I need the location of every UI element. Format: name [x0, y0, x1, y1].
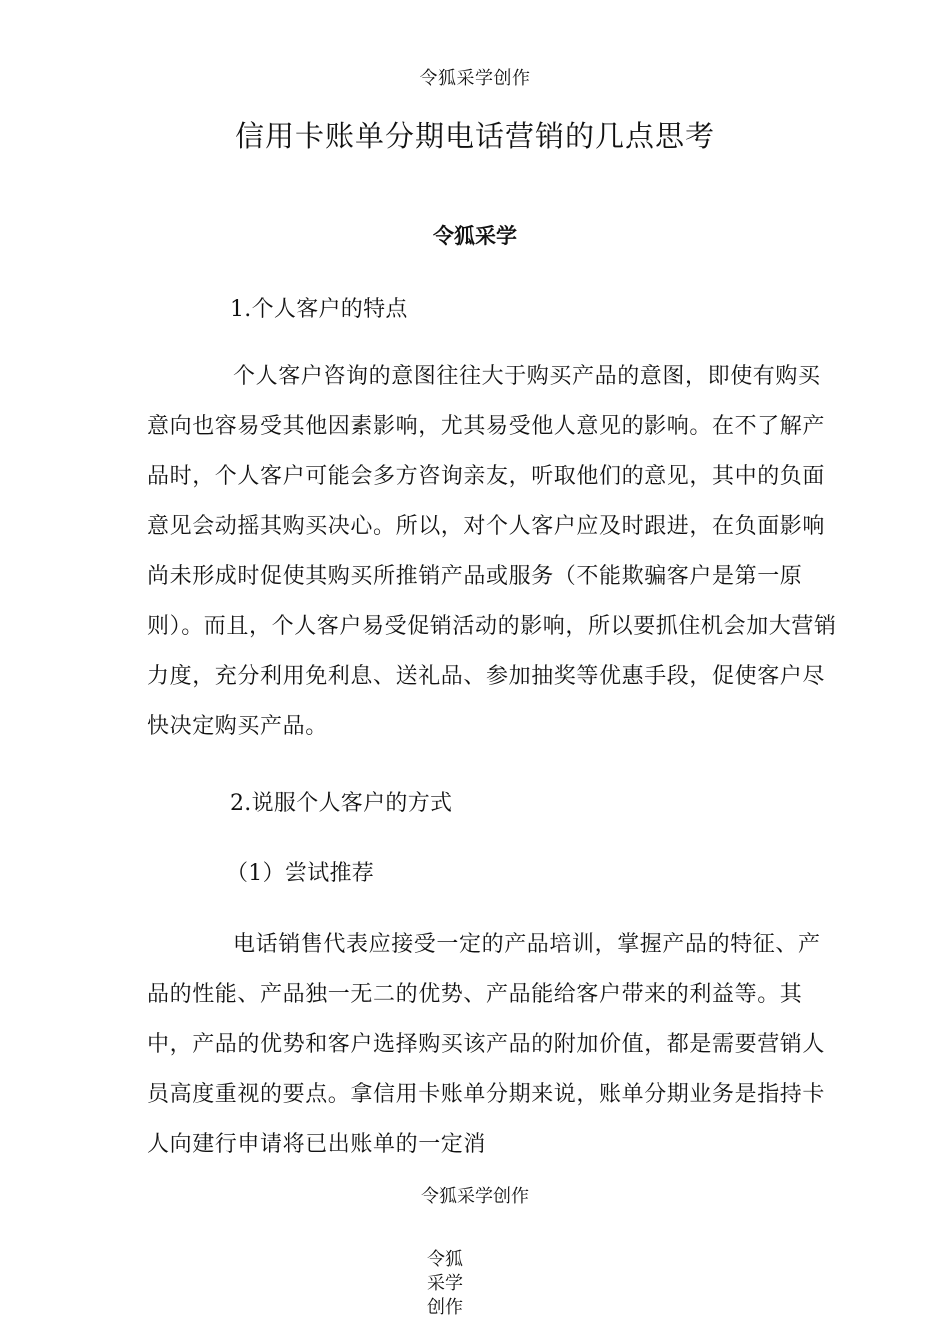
author-name: 令狐采学: [433, 224, 517, 248]
footer-stack-line: 创作: [427, 1297, 463, 1318]
page-header: 令狐采学创作: [419, 68, 531, 89]
subsection-1-paragraph: 电话销售代表应接受一定的产品培训，掌握产品的特征、产品的性能、产品独一无二的优势、产品能给客户带来的利益等。其中，产品的优势和客户选择购买该产品的附加价值，都是需要营销人员高度重视的要点。拿信用卡账单分期来说，账单分期业务是指持卡人向建行申请将已出账单的一定消: [147, 932, 826, 1157]
subsection-heading-1: （1）尝试推荐: [226, 861, 375, 886]
page-footer: 令狐采学创作: [421, 1186, 529, 1207]
section-heading-1: 1.个人客户的特点: [230, 297, 408, 322]
document-title: 信用卡账单分期电话营销的几点思考: [234, 119, 715, 153]
footer-stacked-text: [415, 1248, 475, 1320]
footer-stack-line: 令狐: [427, 1249, 463, 1270]
footer-stack-line: 采学: [427, 1273, 463, 1294]
section-heading-2: 2.说服个人客户的方式: [230, 791, 453, 816]
section-1-paragraph: 个人客户咨询的意图往往大于购买产品的意图，即使有购买意向也容易受其他因素影响，尤其易受他人意见的影响。在不了解产品时，个人客户可能会多方咨询亲友，听取他们的意见，其中的负面意见会动摇其购买决心。所以，对个人客户应及时跟进，在负面影响尚未形成时促使其购买所推销产品或服务（不能欺骗客户是第一原则）。而且，个人客户易受促销活动的影响，所以要抓住机会加大营销力度，充分利用免利息、送礼品、参加抽奖等优惠手段，促使客户尽快决定购买产品。: [147, 364, 837, 739]
